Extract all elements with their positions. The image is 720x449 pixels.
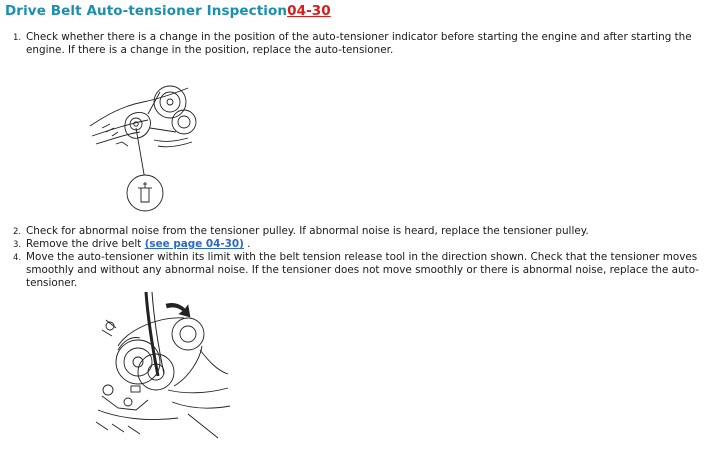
step-2-text: Check for abnormal noise from the tensioner pulley. If abnormal noise is heard, replace the tensioner pulley. [26, 225, 589, 237]
step-1-text: Check whether there is a change in the position of the auto-tensioner indicator before starting the engine and after starting the engine. If there is a change in the position, replace the auto-tensioner. [26, 31, 692, 56]
step-3-text-before: Remove the drive belt [26, 238, 145, 250]
step-4-number: 4. [13, 253, 22, 263]
title-page-reference-link[interactable]: 04-30 [287, 3, 331, 19]
step-3-text [26, 238, 703, 252]
step-1-number: 1. [13, 33, 22, 43]
tensioner-movement-illustration [88, 290, 233, 445]
auto-tensioner-indicator-illustration [88, 84, 198, 212]
see-page-link[interactable]: (see page 04-30) [144, 238, 244, 250]
step-2 [13, 225, 703, 239]
step-4 [13, 251, 703, 290]
step-3 [13, 238, 703, 252]
step-2-number: 2. [13, 227, 22, 237]
page-title-text: Drive Belt Auto-tensioner Inspection [5, 3, 288, 19]
step-3-number: 3. [13, 240, 22, 250]
step-4-text: Move the auto-tensioner within its limit with the belt tension release tool in the direction shown. Check that the tensioner moves smoothly and without any abnormal noise. If the tensioner does not move smoothly or there is abnormal noise, replace the auto-tensioner. [26, 251, 699, 289]
step-3-text-after: . [243, 238, 251, 250]
page-title [5, 3, 331, 19]
step-1 [13, 31, 703, 57]
